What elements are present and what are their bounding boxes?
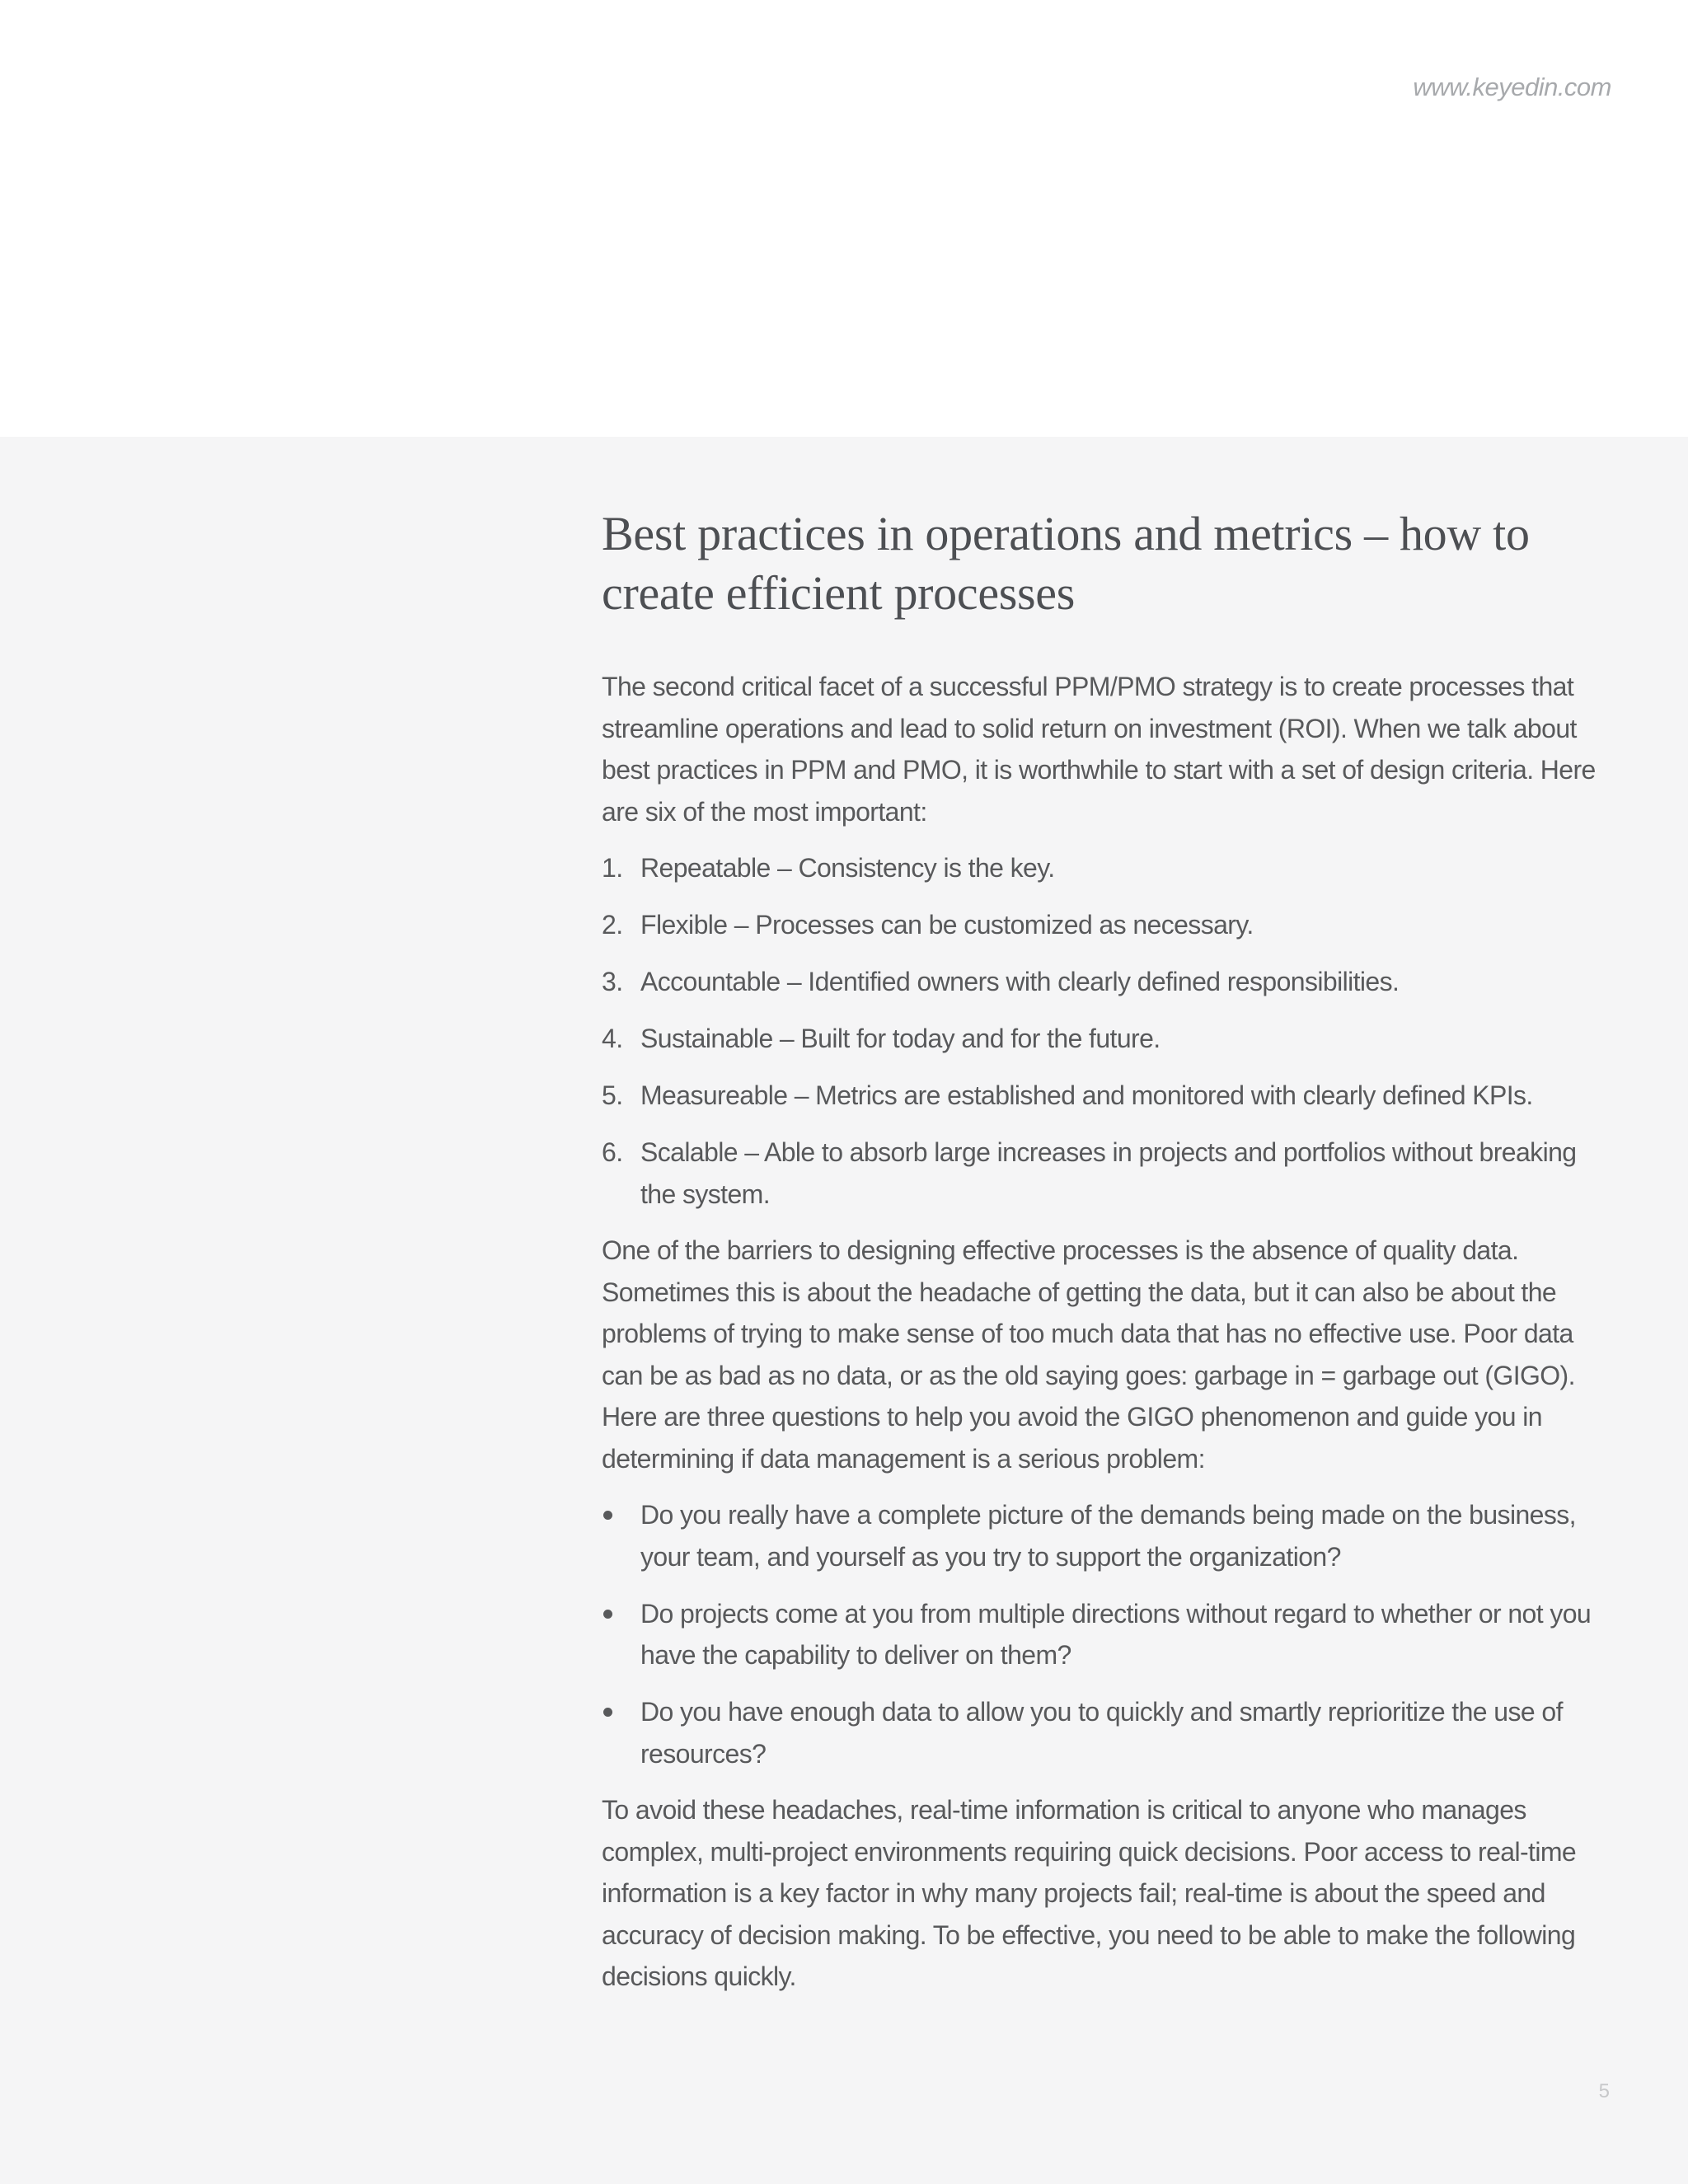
- criteria-text: Scalable – Able to absorb large increases in projects and portfolios without breaking the system.: [640, 1137, 1577, 1209]
- bullet-icon: [603, 1708, 612, 1717]
- question-item: [602, 1494, 1615, 1577]
- question-text: Do projects come at you from multiple directions without regard to whether or not you have the capability to deliver on them?: [640, 1598, 1592, 1670]
- criteria-text: Accountable – Identified owners with clearly defined responsibilities.: [640, 967, 1400, 996]
- question-text: Do you have enough data to allow you to quickly and smartly reprioritize the use of resources?: [640, 1697, 1563, 1769]
- list-number: 3.: [602, 967, 623, 996]
- criteria-item-flexible: [602, 904, 1615, 946]
- page-header-band: [0, 0, 1688, 437]
- list-number: 5.: [602, 1080, 623, 1110]
- question-text: Do you really have a complete picture of the demands being made on the business, your team, and yourself as you try to support the organization?: [640, 1500, 1576, 1572]
- list-number: 1.: [602, 853, 623, 883]
- article-title: Best practices in operations and metrics – how to create efficient processes: [602, 507, 1530, 620]
- list-number: 2.: [602, 910, 623, 940]
- criteria-text: Measureable – Metrics are established and monitored with clearly defined KPIs.: [640, 1080, 1533, 1110]
- intro-paragraph: The second critical facet of a successful PPM/PMO strategy is to create processes that streamline operations and lead to solid return on investment (ROI). When we talk about best practices in PPM and PMO, it is worthwhile to start with a set of design criteria. Here are six of the most important:: [602, 672, 1596, 827]
- criteria-item-accountable: [602, 961, 1615, 1003]
- question-item: [602, 1593, 1615, 1676]
- criteria-item-sustainable: [602, 1018, 1615, 1060]
- criteria-item-measureable: [602, 1075, 1615, 1117]
- design-criteria-list: [602, 847, 1615, 1215]
- barriers-paragraph: One of the barriers to designing effective processes is the absence of quality data. Sometimes this is about the headache of getting the data, but it can also be about the problems of trying to make sense of too much data that has no effective use. Poor data can be as bad as no data, or as the old saying goes: garbage in = garbage out (GIGO). Here are three questions to help you avoid the GIGO phenomenon and guide you in determining if data management is a serious problem:: [602, 1235, 1575, 1474]
- criteria-item-scalable: [602, 1132, 1615, 1215]
- page-number: 5: [1598, 2080, 1610, 2102]
- article: [602, 504, 1615, 2013]
- criteria-text: Sustainable – Built for today and for the future.: [640, 1024, 1160, 1053]
- question-item: [602, 1691, 1615, 1774]
- bullet-icon: [603, 1511, 612, 1520]
- website-url: www.keyedin.com: [1413, 73, 1611, 101]
- bullet-icon: [603, 1610, 612, 1619]
- list-number: 6.: [602, 1137, 623, 1167]
- criteria-text: Repeatable – Consistency is the key.: [640, 853, 1055, 883]
- conclusion-paragraph: To avoid these headaches, real-time information is critical to anyone who manages complex, multi-project environments requiring quick decisions. Poor access to real-time information is a key factor in why many projects fail; real-time is about the speed and accuracy of decision making. To be effective, you need to be able to make the following decisions quickly.: [602, 1795, 1577, 1991]
- list-number: 4.: [602, 1024, 623, 1053]
- gigo-questions-list: [602, 1494, 1615, 1774]
- criteria-item-repeatable: [602, 847, 1615, 889]
- criteria-text: Flexible – Processes can be customized as necessary.: [640, 910, 1254, 940]
